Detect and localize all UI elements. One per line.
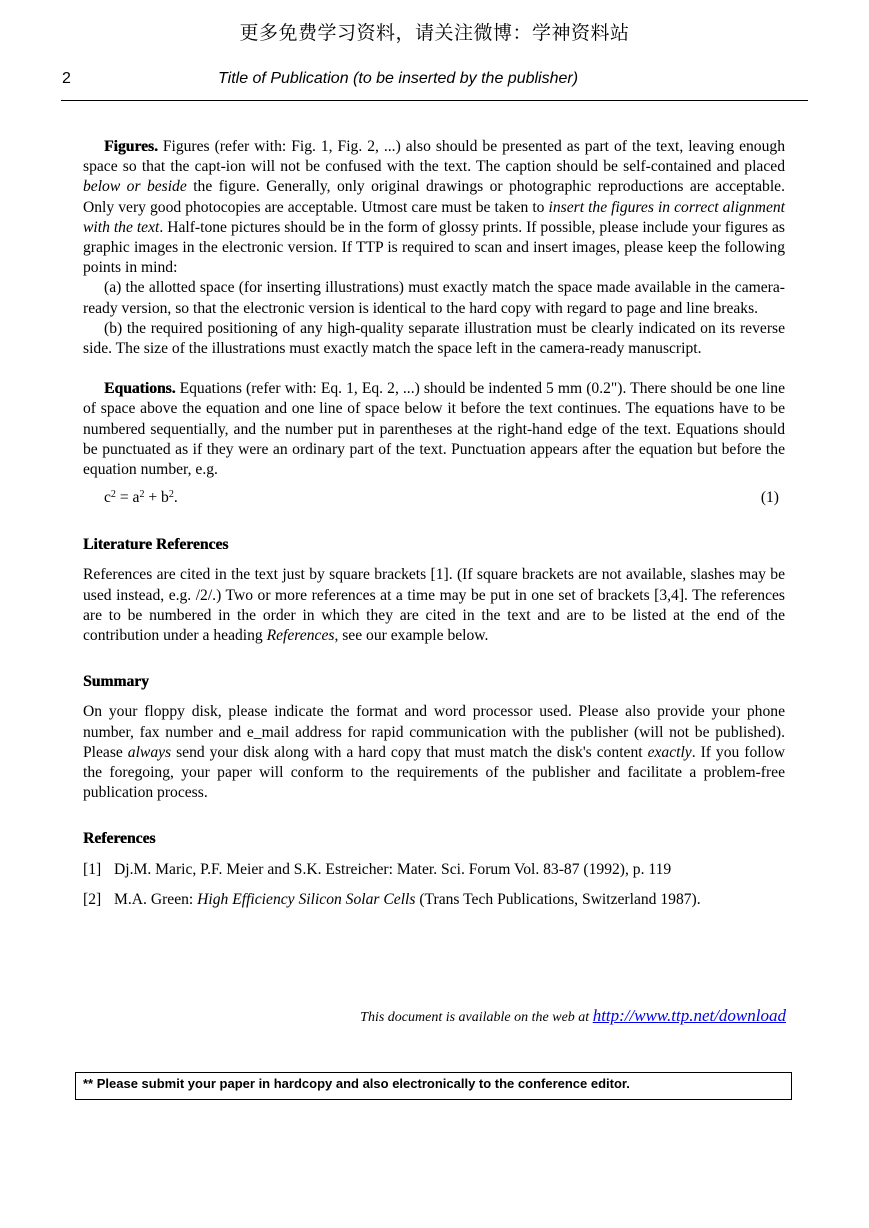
figures-text-part: the figure. Generally, only original drawings or photographic reproductions are acceptable. Only very good photocopies are acceptable. Utmost care must be taken to xyxy=(83,178,785,216)
figures-paragraph xyxy=(83,137,785,278)
equations-paragraph xyxy=(83,379,785,480)
page-number: 2 xyxy=(62,70,71,87)
summary-paragraph: On your floppy disk, please indicate the format and word processor used. Please also provide your phone number, fax number and e_mail address for rapid communication with the publisher (will not be published). Please always send your disk along with a hard copy that must match the disk's content exactly. If you follow the foregoing, your paper will conform to the requirements of the publisher and facilitate a problem-free publication process. xyxy=(83,703,785,802)
watermark-banner: 更多免费学习资料，请关注微博：学神资料站 xyxy=(239,22,630,44)
references-heading: References xyxy=(83,830,156,848)
reference-item: [1] Dj.M. Maric, P.F. Meier and S.K. Estreicher: Mater. Sci. Forum Vol. 83-87 (1992), p. 119 xyxy=(83,860,672,878)
equations-text: Equations (refer with: Eq. 1, Eq. 2, ...) should be indented 5 mm (0.2"). There should be one line of space above the equation and one line of space below it before the text continues. The equations have to be numbered sequentially, and the number put in parentheses at the right-hand edge of the text. Equations should be punctuated as if they were an ordinary part of the text. Punctuation appears after the equation but before the equation number, e.g. xyxy=(83,380,785,479)
summary-heading: Summary xyxy=(83,673,149,691)
literature-paragraph: References are cited in the text just by square brackets [1]. (If square brackets are not available, slashes may be used instead, e.g. /2/.) Two or more references at a time may be put in one set of brackets [3,4]. The references are to be numbered in the order in which they are cited in the text and are to be listed at the end of the contribution under a heading References, see our example below. xyxy=(83,566,785,645)
availability-note: This document is available on the web at http://www.ttp.net/download xyxy=(360,1006,786,1025)
figures-item-b: (b) the required positioning of any high-quality separate illustration must be clearly indicated on its reverse side. The size of the illustrations must exactly match the space left in the camera-ready manuscript. xyxy=(83,319,785,358)
equation-row xyxy=(83,488,785,508)
submission-note: ** Please submit your paper in hardcopy and also electronically to the conference editor. xyxy=(75,1072,792,1100)
equation-formula: $c^2 = a^2 + b^2$. xyxy=(104,489,178,507)
figures-item-a: (a) the allotted space (for inserting illustrations) must exactly match the space made available in the camera-ready version, so that the electronic version is identical to the hard copy with regard to page and line breaks. xyxy=(83,279,785,317)
equations-heading: Equations. xyxy=(104,380,176,398)
figures-text-part: . Half-tone pictures should be in the form of glossy prints. If possible, please include your figures as graphic images in the electronic version. If TTP is required to scan and insert images, please keep the following points in mind: xyxy=(83,218,786,277)
download-link[interactable]: http://www.ttp.net/download xyxy=(592,1006,786,1025)
figures-emphasis: below or beside xyxy=(83,178,187,196)
literature-heading: Literature References xyxy=(83,536,229,554)
reference-item: [2] M.A. Green: High Efficiency Silicon Solar Cells (Trans Tech Publications, Switzerland 1987). xyxy=(83,890,701,908)
figures-emphasis: insert the figures in correct alignment with the text xyxy=(83,198,785,236)
publication-title: Title of Publication (to be inserted by the publisher) xyxy=(218,70,579,87)
figures-heading: Figures. xyxy=(104,138,158,155)
main-text xyxy=(83,137,785,910)
running-header xyxy=(61,66,808,101)
figures-text-part: Figures (refer with: Fig. 1, Fig. 2, ...) also should be presented as part of the text, leaving enough space so that the capt-ion will not be confused with the text. The caption should be self-contained and placed xyxy=(83,138,785,176)
equation-number: (1) xyxy=(760,489,779,507)
